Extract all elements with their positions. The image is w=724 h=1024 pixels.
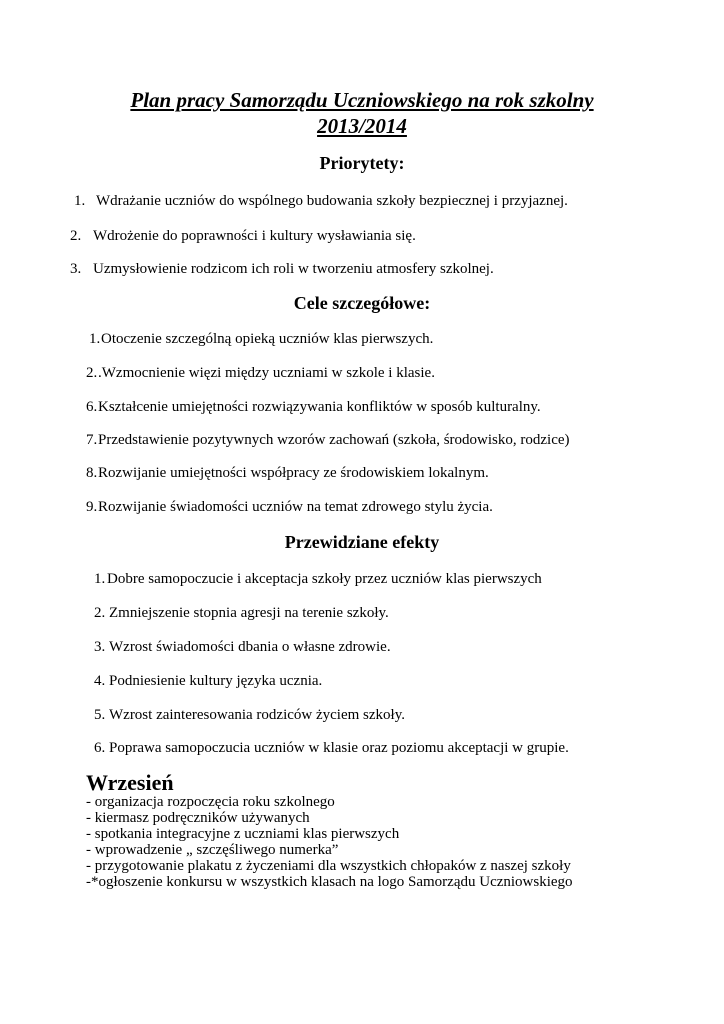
september-task: - wprowadzenie „ szczęśliwego numerka” (86, 842, 339, 858)
goal-text: Otoczenie szczególną opieką uczniów klas pierwszych. (101, 331, 434, 347)
effect-number: 5. (94, 707, 106, 723)
goal-number: 8. (86, 465, 98, 481)
effect-number: 4. (94, 673, 106, 689)
effect-text: Dobre samopoczucie i akceptacja szkoły przez uczniów klas pierwszych (107, 571, 542, 587)
effect-text: Wzrost świadomości dbania o własne zdrowie. (109, 639, 391, 655)
september-task: -*ogłoszenie konkursu w wszystkich klasach na logo Samorządu Uczniowskiego (86, 874, 573, 890)
effect-number: 2. (94, 605, 106, 621)
effect-text: Podniesienie kultury języka ucznia. (109, 673, 323, 689)
goal-number: 6. (86, 399, 98, 415)
document-title-line-1: Plan pracy Samorządu Uczniowskiego na rok szkolny (130, 88, 594, 112)
goal-number: 1. (89, 331, 101, 347)
priority-number: 1. (74, 193, 86, 209)
goals-heading: Cele szczegółowe: (293, 293, 431, 313)
effect-number: 6. (94, 740, 106, 756)
priority-number: 3. (70, 261, 82, 277)
goal-number: 9. (86, 499, 98, 515)
effect-number: 3. (94, 639, 106, 655)
priority-number: 2. (70, 228, 82, 244)
priority-text: Wdrożenie do poprawności i kultury wysławiania się. (93, 228, 416, 244)
goal-text: .Wzmocnienie więzi między uczniami w szkole i klasie. (98, 365, 435, 381)
effects-heading: Przewidziane efekty (284, 532, 440, 552)
effect-number: 1. (94, 571, 106, 587)
priority-text: Wdrażanie uczniów do wspólnego budowania szkoły bezpiecznej i przyjaznej. (96, 193, 568, 209)
document-title-line-2: 2013/2014 (317, 114, 407, 138)
effect-text: Wzrost zainteresowania rodziców życiem szkoły. (109, 707, 405, 723)
september-task: - przygotowanie plakatu z życzeniami dla wszystkich chłopaków z naszej szkoły (86, 858, 571, 874)
september-heading: Wrzesień (86, 770, 174, 795)
goal-text: Kształcenie umiejętności rozwiązywania konfliktów w sposób kulturalny. (98, 399, 541, 415)
september-task: - spotkania integracyjne z uczniami klas pierwszych (86, 826, 400, 842)
goal-number: 7. (86, 432, 98, 448)
goal-text: Przedstawienie pozytywnych wzorów zachowań (szkoła, środowisko, rodzice) (98, 432, 570, 448)
priorities-heading: Priorytety: (319, 153, 405, 173)
goal-text: Rozwijanie umiejętności współpracy ze środowiskiem lokalnym. (98, 465, 489, 481)
effect-text: Zmniejszenie stopnia agresji na terenie szkoły. (109, 605, 389, 621)
september-task: - kiermasz podręczników używanych (86, 810, 310, 826)
priority-text: Uzmysłowienie rodzicom ich roli w tworzeniu atmosfery szkolnej. (93, 261, 494, 277)
goal-number: 2. (86, 365, 98, 381)
september-task-list (86, 794, 573, 890)
september-task: - organizacja rozpoczęcia roku szkolnego (86, 794, 335, 810)
goal-text: Rozwijanie świadomości uczniów na temat zdrowego stylu życia. (98, 499, 493, 515)
effect-text: Poprawa samopoczucia uczniów w klasie oraz poziomu akceptacji w grupie. (109, 740, 569, 756)
